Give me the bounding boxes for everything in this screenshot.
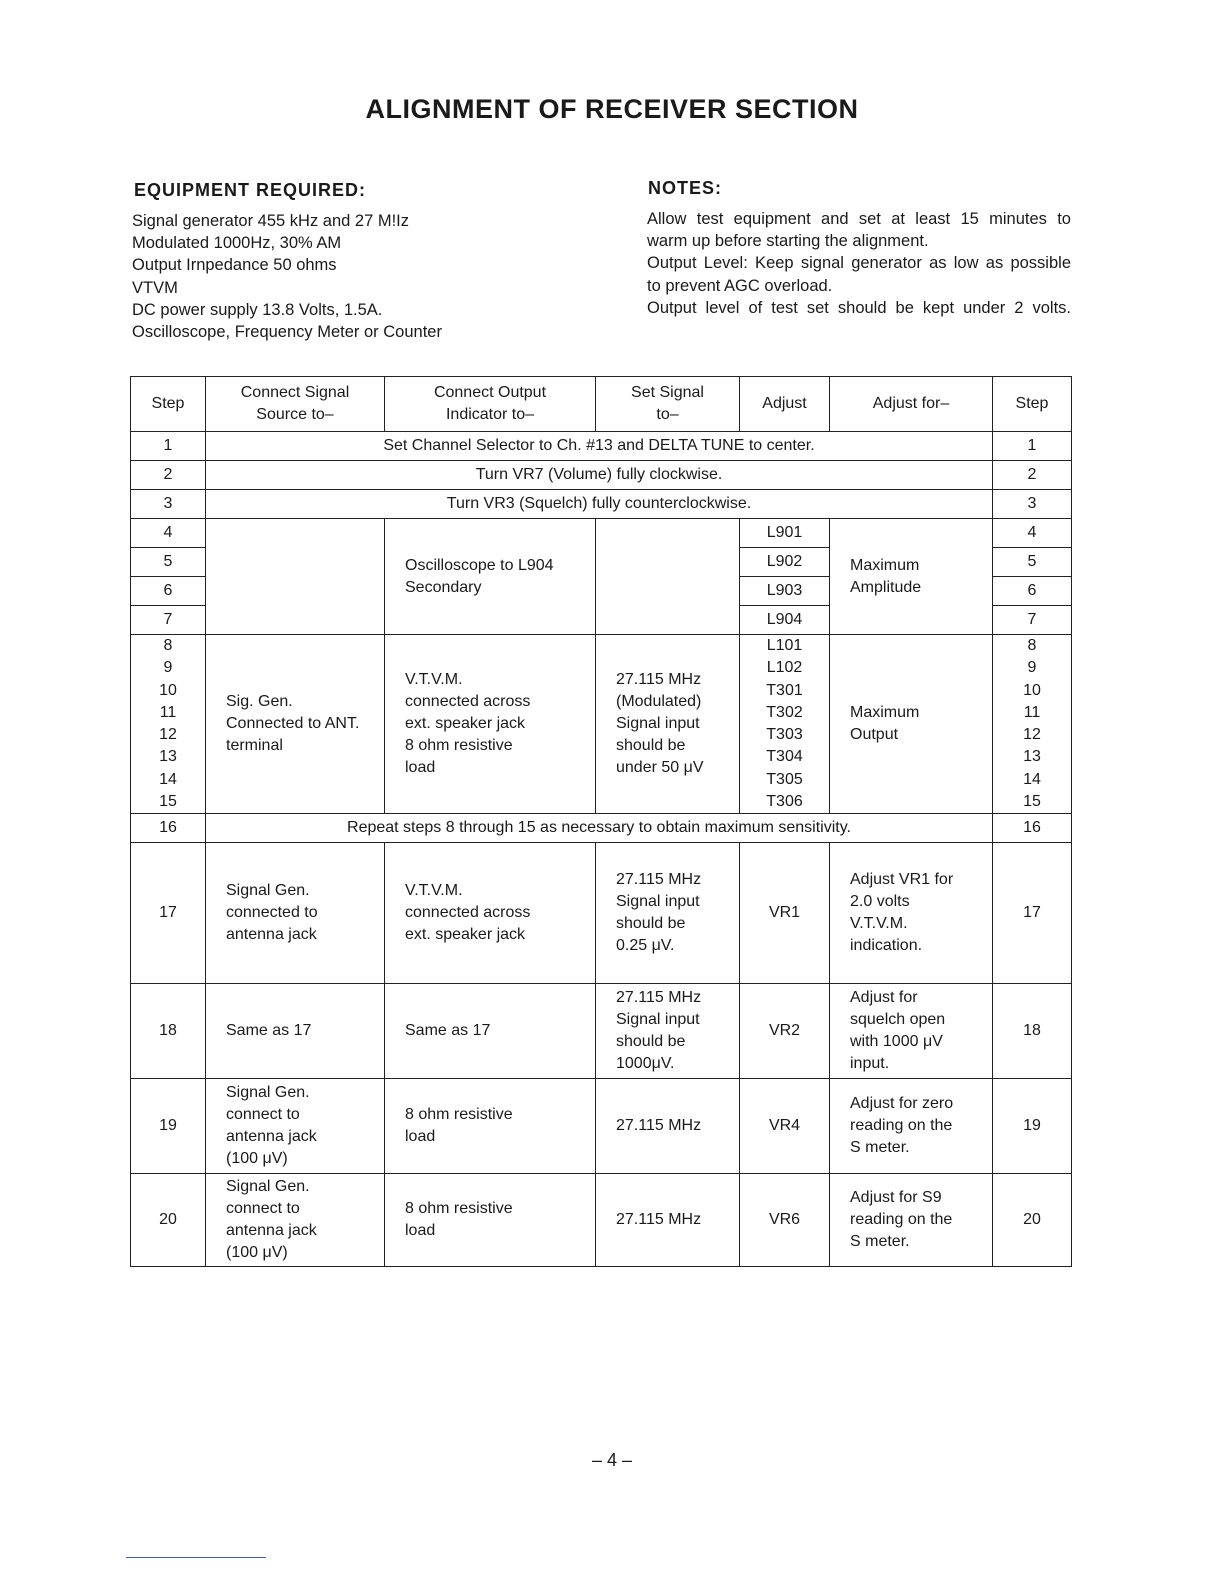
table-row xyxy=(131,432,1072,461)
equipment-line: Output Irnpedance 50 ohms xyxy=(132,256,337,275)
adjust-for-line: Adjust VR1 for xyxy=(850,871,954,889)
step-cell-right: 19 xyxy=(993,1079,1072,1174)
step-number: 12 xyxy=(159,726,177,744)
source-line: connect to xyxy=(226,1106,300,1124)
table-row xyxy=(131,984,1072,1079)
source-line: (100 μV) xyxy=(226,1150,288,1168)
step-cell: 20 xyxy=(131,1174,206,1267)
indicator-line: ext. speaker jack xyxy=(405,715,526,733)
indicator-line: Secondary xyxy=(405,578,482,596)
adjust-for-cell xyxy=(830,984,993,1079)
adjust-item: T304 xyxy=(766,748,803,766)
indicator-line: Same as 17 xyxy=(405,1022,491,1040)
step-cell-right: 6 xyxy=(993,577,1072,606)
source-line: Sig. Gen. xyxy=(226,693,293,711)
step-number: 9 xyxy=(1027,659,1037,677)
step-number: 11 xyxy=(159,703,177,721)
signal-line: 27.115 MHz xyxy=(616,871,702,889)
source-line: antenna jack xyxy=(226,926,317,944)
step-cell-right: 20 xyxy=(993,1174,1072,1267)
step-number: 14 xyxy=(159,770,177,788)
signal-line: 27.115 MHz xyxy=(616,671,702,689)
indicator-line: ext. speaker jack xyxy=(405,926,526,944)
page-number: – 4 – xyxy=(591,1450,633,1470)
step-number: 15 xyxy=(159,793,177,811)
indicator-cell xyxy=(385,1174,596,1267)
notes-line: Output level of test set should be kept under 2 volts. xyxy=(647,298,1071,317)
indicator-line: 8 ohm resistive xyxy=(405,1200,513,1218)
source-cell xyxy=(206,519,385,635)
adjust-for-cell xyxy=(830,843,993,984)
indicator-line: V.T.V.M. xyxy=(405,671,463,689)
adjust-for-line: V.T.V.M. xyxy=(850,915,908,933)
signal-line: should be xyxy=(616,737,686,755)
adjust-for-line: Adjust for xyxy=(850,989,918,1007)
instruction-cell: Turn VR7 (Volume) fully clockwise. xyxy=(206,461,993,490)
step-number: 8 xyxy=(1027,637,1037,654)
source-cell xyxy=(206,635,385,814)
table-row xyxy=(131,461,1072,490)
indicator-line: connected across xyxy=(405,693,531,711)
alignment-table xyxy=(130,376,1072,1267)
adjust-item: T301 xyxy=(766,681,803,699)
step-cell: 17 xyxy=(131,843,206,984)
signal-line: Signal input xyxy=(616,1011,700,1029)
source-line: antenna jack xyxy=(226,1222,317,1240)
table-row xyxy=(131,635,1072,814)
indicator-line: load xyxy=(405,1222,436,1240)
indicator-line: connected across xyxy=(405,904,531,922)
adjust-for-line: S meter. xyxy=(850,1139,910,1157)
step-cell-right: 17 xyxy=(993,843,1072,984)
step-cell-right: 7 xyxy=(993,606,1072,635)
adjust-for-line: S meter. xyxy=(850,1233,910,1251)
signal-line: Signal input xyxy=(616,715,700,733)
header-signal xyxy=(596,377,740,432)
header-indicator xyxy=(385,377,596,432)
source-line: connected to xyxy=(226,904,318,922)
instruction-cell: Turn VR3 (Squelch) fully counterclockwise. xyxy=(206,490,993,519)
indicator-line: 8 ohm resistive xyxy=(405,1106,513,1124)
step-cell: 7 xyxy=(131,606,206,635)
instruction-cell: Set Channel Selector to Ch. #13 and DELTA TUNE to center. xyxy=(206,432,993,461)
source-cell xyxy=(206,1174,385,1267)
adjust-for-cell xyxy=(830,1079,993,1174)
adjust-for-line: Maximum xyxy=(850,704,920,722)
equipment-line: DC power supply 13.8 Volts, 1.5A. xyxy=(132,300,383,319)
source-line: Signal Gen. xyxy=(226,882,310,900)
source-cell xyxy=(206,843,385,984)
signal-line: 27.115 MHz xyxy=(616,1117,702,1135)
equipment-line: Oscilloscope, Frequency Meter or Counter xyxy=(132,323,442,342)
adjust-for-line: Output xyxy=(850,726,899,744)
step-cell-right: 5 xyxy=(993,548,1072,577)
header-source-line: Connect Signal xyxy=(240,384,350,401)
step-cell-right: 16 xyxy=(993,814,1072,843)
indicator-cell xyxy=(385,1079,596,1174)
adjust-for-line: reading on the xyxy=(850,1117,953,1135)
header-adjust: Adjust xyxy=(740,377,830,432)
source-cell xyxy=(206,984,385,1079)
step-cell-right: 2 xyxy=(993,461,1072,490)
header-signal-line: to– xyxy=(656,406,679,423)
source-line: (100 μV) xyxy=(226,1244,288,1262)
source-cell xyxy=(206,1079,385,1174)
step-cell: 2 xyxy=(131,461,206,490)
step-cell: 16 xyxy=(131,814,206,843)
signal-line: 0.25 μV. xyxy=(616,937,675,955)
signal-line: 27.115 MHz xyxy=(616,1211,702,1229)
adjust-for-line: reading on the xyxy=(850,1211,953,1229)
table-row xyxy=(131,1174,1072,1267)
step-number: 10 xyxy=(159,681,177,699)
step-number: 15 xyxy=(1023,793,1041,811)
notes-line: to prevent AGC overload. xyxy=(647,276,833,295)
adjust-cell: VR2 xyxy=(740,984,830,1079)
step-number: 9 xyxy=(163,659,173,677)
adjust-for-cell xyxy=(830,635,993,814)
signal-cell xyxy=(596,1174,740,1267)
header-source-line: Source to– xyxy=(256,406,334,423)
table-row xyxy=(131,814,1072,843)
indicator-cell xyxy=(385,519,596,635)
adjust-item: T305 xyxy=(766,770,803,788)
source-line: Signal Gen. xyxy=(226,1178,310,1196)
equipment-line: Signal generator 455 kHz and 27 M!Iz xyxy=(132,212,409,230)
adjust-cell: L901 xyxy=(740,519,830,548)
step-number: 13 xyxy=(1023,748,1041,766)
adjust-stack-cell xyxy=(740,635,830,814)
source-line: terminal xyxy=(226,737,283,755)
step-cell: 5 xyxy=(131,548,206,577)
indicator-line: load xyxy=(405,1128,436,1146)
adjust-item: T306 xyxy=(766,793,803,811)
step-number: 14 xyxy=(1023,770,1041,788)
signal-line: should be xyxy=(616,915,686,933)
table-row xyxy=(131,519,1072,548)
adjust-for-line: indication. xyxy=(850,937,923,955)
header-adjust-for: Adjust for– xyxy=(830,377,993,432)
adjust-cell: L902 xyxy=(740,548,830,577)
table-header-row xyxy=(131,377,1072,432)
page-title: ALIGNMENT OF RECEIVER SECTION xyxy=(365,94,859,124)
step-number: 8 xyxy=(163,637,173,654)
signal-line: 27.115 MHz xyxy=(616,989,702,1007)
step-number: 11 xyxy=(1023,703,1041,721)
adjust-for-line: input. xyxy=(850,1055,890,1073)
step-cell: 18 xyxy=(131,984,206,1079)
adjust-for-line: with 1000 μV xyxy=(850,1033,943,1051)
adjust-for-line: 2.0 volts xyxy=(850,893,910,911)
equipment-heading: EQUIPMENT REQUIRED: xyxy=(134,180,367,200)
notes-line: warm up before starting the alignment. xyxy=(647,232,929,251)
signal-line: under 50 μV xyxy=(616,759,704,777)
step-cell-right: 1 xyxy=(993,432,1072,461)
indicator-line: load xyxy=(405,759,436,777)
header-indicator-line: Connect Output xyxy=(433,384,547,401)
step-number: 13 xyxy=(159,748,177,766)
indicator-line: Oscilloscope to L904 xyxy=(405,556,554,574)
step-stack-cell xyxy=(131,635,206,814)
footnote-rule xyxy=(126,1557,266,1558)
table-row xyxy=(131,490,1072,519)
signal-line: (Modulated) xyxy=(616,693,702,711)
indicator-line: 8 ohm resistive xyxy=(405,737,513,755)
adjust-item: L101 xyxy=(766,637,803,654)
indicator-line: V.T.V.M. xyxy=(405,882,463,900)
equipment-line: Modulated 1000Hz, 30% AM xyxy=(132,234,342,253)
signal-cell xyxy=(596,1079,740,1174)
signal-line: should be xyxy=(616,1033,686,1051)
adjust-item: T303 xyxy=(766,726,803,744)
table-row xyxy=(131,843,1072,984)
adjust-for-cell xyxy=(830,519,993,635)
signal-cell xyxy=(596,984,740,1079)
adjust-item: L102 xyxy=(766,659,803,677)
signal-cell xyxy=(596,635,740,814)
adjust-for-line: Adjust for zero xyxy=(850,1095,954,1113)
source-line: Signal Gen. xyxy=(226,1084,310,1102)
indicator-cell xyxy=(385,984,596,1079)
source-line: Connected to ANT. xyxy=(226,715,360,733)
notes-list xyxy=(647,208,1071,319)
adjust-for-line: Maximum xyxy=(850,556,920,574)
indicator-cell xyxy=(385,635,596,814)
signal-cell xyxy=(596,843,740,984)
signal-cell xyxy=(596,519,740,635)
adjust-cell: VR1 xyxy=(740,843,830,984)
header-step-right: Step xyxy=(993,377,1072,432)
indicator-cell xyxy=(385,843,596,984)
adjust-for-line: Amplitude xyxy=(850,578,922,596)
step-cell: 19 xyxy=(131,1079,206,1174)
step-cell-right: 4 xyxy=(993,519,1072,548)
adjust-cell: VR6 xyxy=(740,1174,830,1267)
step-cell: 3 xyxy=(131,490,206,519)
adjust-cell: L904 xyxy=(740,606,830,635)
step-cell-right: 18 xyxy=(993,984,1072,1079)
equipment-list xyxy=(132,210,442,343)
table-row xyxy=(131,1079,1072,1174)
notes-heading: NOTES: xyxy=(648,178,723,198)
adjust-for-line: Adjust for S9 xyxy=(850,1189,942,1207)
source-line: connect to xyxy=(226,1200,300,1218)
adjust-cell: VR4 xyxy=(740,1079,830,1174)
signal-line: 1000μV. xyxy=(616,1055,675,1073)
step-number: 10 xyxy=(1023,681,1041,699)
adjust-cell: L903 xyxy=(740,577,830,606)
header-source xyxy=(206,377,385,432)
adjust-for-line: squelch open xyxy=(850,1011,946,1029)
step-cell: 6 xyxy=(131,577,206,606)
step-number: 12 xyxy=(1023,726,1041,744)
source-line: antenna jack xyxy=(226,1128,317,1146)
header-signal-line: Set Signal xyxy=(631,384,704,401)
adjust-item: T302 xyxy=(766,703,803,721)
source-line: Same as 17 xyxy=(226,1022,312,1040)
signal-line: Signal input xyxy=(616,893,700,911)
step-cell: 1 xyxy=(131,432,206,461)
adjust-for-cell xyxy=(830,1174,993,1267)
step-cell-right: 3 xyxy=(993,490,1072,519)
instruction-cell: Repeat steps 8 through 15 as necessary to obtain maximum sensitivity. xyxy=(206,814,993,843)
notes-line: Output Level: Keep signal generator as low as possible xyxy=(647,254,1071,273)
step-stack-cell-right xyxy=(993,635,1072,814)
header-indicator-line: Indicator to– xyxy=(445,406,535,423)
header-step: Step xyxy=(131,377,206,432)
equipment-line: VTVM xyxy=(132,278,178,297)
notes-line: Allow test equipment and set at least 15 minutes to xyxy=(647,210,1071,228)
step-cell: 4 xyxy=(131,519,206,548)
